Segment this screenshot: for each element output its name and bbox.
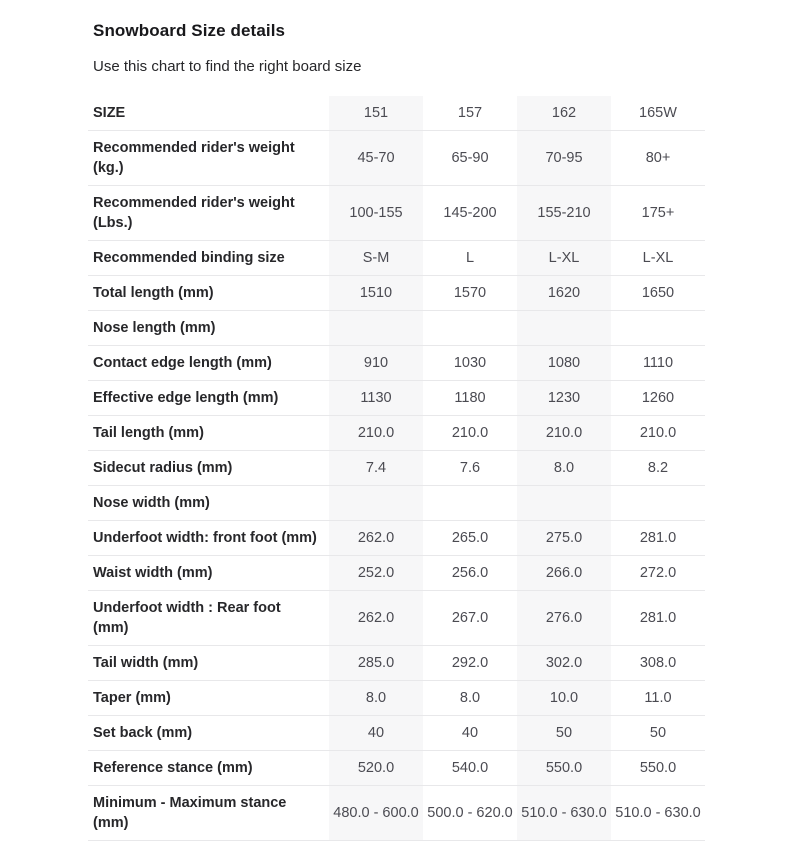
spec-value-151: 100-155	[329, 186, 423, 241]
spec-value-157	[423, 486, 517, 521]
spec-row-label: Reference stance (mm)	[93, 760, 253, 776]
spec-value-165w: 210.0	[639, 425, 677, 441]
spec-row	[88, 416, 705, 451]
spec-value-157: 1570	[453, 285, 487, 301]
spec-row	[88, 681, 705, 716]
spec-value-157: 500.0 - 620.0	[427, 805, 513, 821]
spec-value-157: 292.0	[451, 655, 489, 671]
spec-row-label: Nose length (mm)	[93, 320, 216, 336]
spec-value-162: 70-95	[517, 131, 611, 186]
spec-row	[88, 311, 705, 346]
spec-value-151: 262.0	[329, 521, 423, 556]
spec-value-151: 7.4	[329, 451, 423, 486]
spec-row	[88, 521, 705, 556]
spec-row	[88, 556, 705, 591]
spec-value-151: 262.0	[329, 591, 423, 646]
spec-value-165w: 281.0	[639, 530, 677, 546]
spec-value-165w: 1650	[641, 285, 675, 301]
spec-value-151: 1130	[329, 381, 423, 416]
size-column-157: 157	[457, 105, 483, 121]
spec-value-157: 540.0	[451, 760, 489, 776]
size-column-165w: 165W	[639, 105, 677, 121]
spec-value-157: 1180	[454, 390, 486, 406]
spec-value-165w	[611, 486, 705, 521]
size-column-151: 151	[329, 96, 423, 131]
spec-value-165w: 175+	[641, 205, 675, 221]
spec-value-157: 265.0	[451, 530, 489, 546]
spec-value-162: 1080	[517, 346, 611, 381]
spec-row-label: Sidecut radius (mm)	[93, 460, 233, 476]
spec-value-151: 285.0	[329, 646, 423, 681]
table-header-row	[88, 96, 705, 131]
spec-row	[88, 381, 705, 416]
spec-value-157: 256.0	[451, 565, 489, 581]
spec-row	[88, 646, 705, 681]
spec-value-162: 266.0	[517, 556, 611, 591]
spec-row-label: Underfoot width : Rear foot (mm)	[93, 600, 281, 636]
spec-row	[88, 131, 705, 186]
spec-value-151: S-M	[329, 241, 423, 276]
spec-value-162: 8.0	[517, 451, 611, 486]
table-body	[88, 131, 705, 841]
spec-value-162: 275.0	[517, 521, 611, 556]
spec-row	[88, 346, 705, 381]
spec-row	[88, 451, 705, 486]
spec-value-162: 50	[517, 716, 611, 751]
spec-value-165w: 11.0	[644, 690, 672, 706]
spec-value-165w: 272.0	[639, 565, 677, 581]
spec-row-label: Underfoot width: front foot (mm)	[93, 530, 317, 546]
spec-value-165w: 281.0	[639, 610, 677, 626]
spec-value-157	[423, 311, 517, 346]
spec-value-151: 252.0	[329, 556, 423, 591]
spec-value-165w: 550.0	[639, 760, 677, 776]
spec-value-165w: 308.0	[639, 655, 677, 671]
spec-value-165w: 1260	[641, 390, 675, 406]
spec-row-label: Minimum - Maximum stance (mm)	[93, 795, 287, 831]
spec-row-label: Total length (mm)	[93, 285, 214, 301]
spec-value-157: 7.6	[459, 460, 481, 476]
spec-value-157: 65-90	[451, 150, 489, 166]
spec-row	[88, 591, 705, 646]
spec-row	[88, 186, 705, 241]
spec-value-165w	[611, 311, 705, 346]
spec-value-162	[517, 311, 611, 346]
spec-row-label: Recommended rider's weight (Lbs.)	[93, 195, 295, 231]
page-subtitle: Use this chart to find the right board size	[93, 58, 362, 75]
spec-row	[88, 276, 705, 311]
size-column-162: 162	[517, 96, 611, 131]
spec-value-151: 45-70	[329, 131, 423, 186]
spec-value-157: 8.0	[459, 690, 481, 706]
spec-value-157: 267.0	[451, 610, 489, 626]
spec-value-162	[517, 486, 611, 521]
spec-row-label: Effective edge length (mm)	[93, 390, 279, 406]
spec-value-151: 910	[329, 346, 423, 381]
page-title: Snowboard Size details	[93, 21, 286, 40]
spec-value-162: L-XL	[517, 241, 611, 276]
spec-row-label: Set back (mm)	[93, 725, 193, 741]
spec-value-151: 40	[329, 716, 423, 751]
spec-row	[88, 716, 705, 751]
spec-row-label: Waist width (mm)	[93, 565, 213, 581]
spec-row	[88, 786, 705, 841]
spec-value-151: 1510	[329, 276, 423, 311]
spec-value-157: L	[465, 250, 475, 266]
spec-value-162: 302.0	[517, 646, 611, 681]
spec-value-165w: 80+	[645, 150, 671, 166]
spec-row-label: Recommended binding size	[93, 250, 285, 266]
spec-row-label: Tail width (mm)	[93, 655, 199, 671]
size-header-label: SIZE	[93, 105, 126, 121]
spec-row-label: Contact edge length (mm)	[93, 355, 272, 371]
spec-value-151: 480.0 - 600.0	[329, 786, 423, 841]
spec-value-162: 1620	[517, 276, 611, 311]
spec-row-label: Recommended rider's weight (kg.)	[93, 140, 295, 176]
spec-value-157: 1030	[453, 355, 487, 371]
spec-row	[88, 486, 705, 521]
spec-value-162: 155-210	[517, 186, 611, 241]
spec-value-151: 520.0	[329, 751, 423, 786]
spec-value-165w: 510.0 - 630.0	[615, 805, 701, 821]
spec-value-165w: 8.2	[647, 460, 669, 476]
spec-value-165w: L-XL	[642, 250, 674, 266]
spec-value-162: 10.0	[517, 681, 611, 716]
size-chart-table	[88, 96, 705, 841]
spec-value-151: 210.0	[329, 416, 423, 451]
spec-row	[88, 751, 705, 786]
spec-value-162: 276.0	[517, 591, 611, 646]
spec-value-162: 1230	[517, 381, 611, 416]
spec-value-165w: 1110	[642, 355, 674, 371]
spec-value-151	[329, 311, 423, 346]
spec-value-162: 550.0	[517, 751, 611, 786]
spec-value-162: 510.0 - 630.0	[517, 786, 611, 841]
spec-value-165w: 50	[649, 725, 667, 741]
spec-value-157: 210.0	[451, 425, 489, 441]
spec-value-157: 40	[461, 725, 479, 741]
spec-row-label: Taper (mm)	[93, 690, 171, 706]
spec-row	[88, 241, 705, 276]
spec-row-label: Tail length (mm)	[93, 425, 204, 441]
spec-value-151: 8.0	[329, 681, 423, 716]
spec-row-label: Nose width (mm)	[93, 495, 210, 511]
spec-value-151	[329, 486, 423, 521]
spec-value-157: 145-200	[443, 205, 497, 221]
spec-value-162: 210.0	[517, 416, 611, 451]
